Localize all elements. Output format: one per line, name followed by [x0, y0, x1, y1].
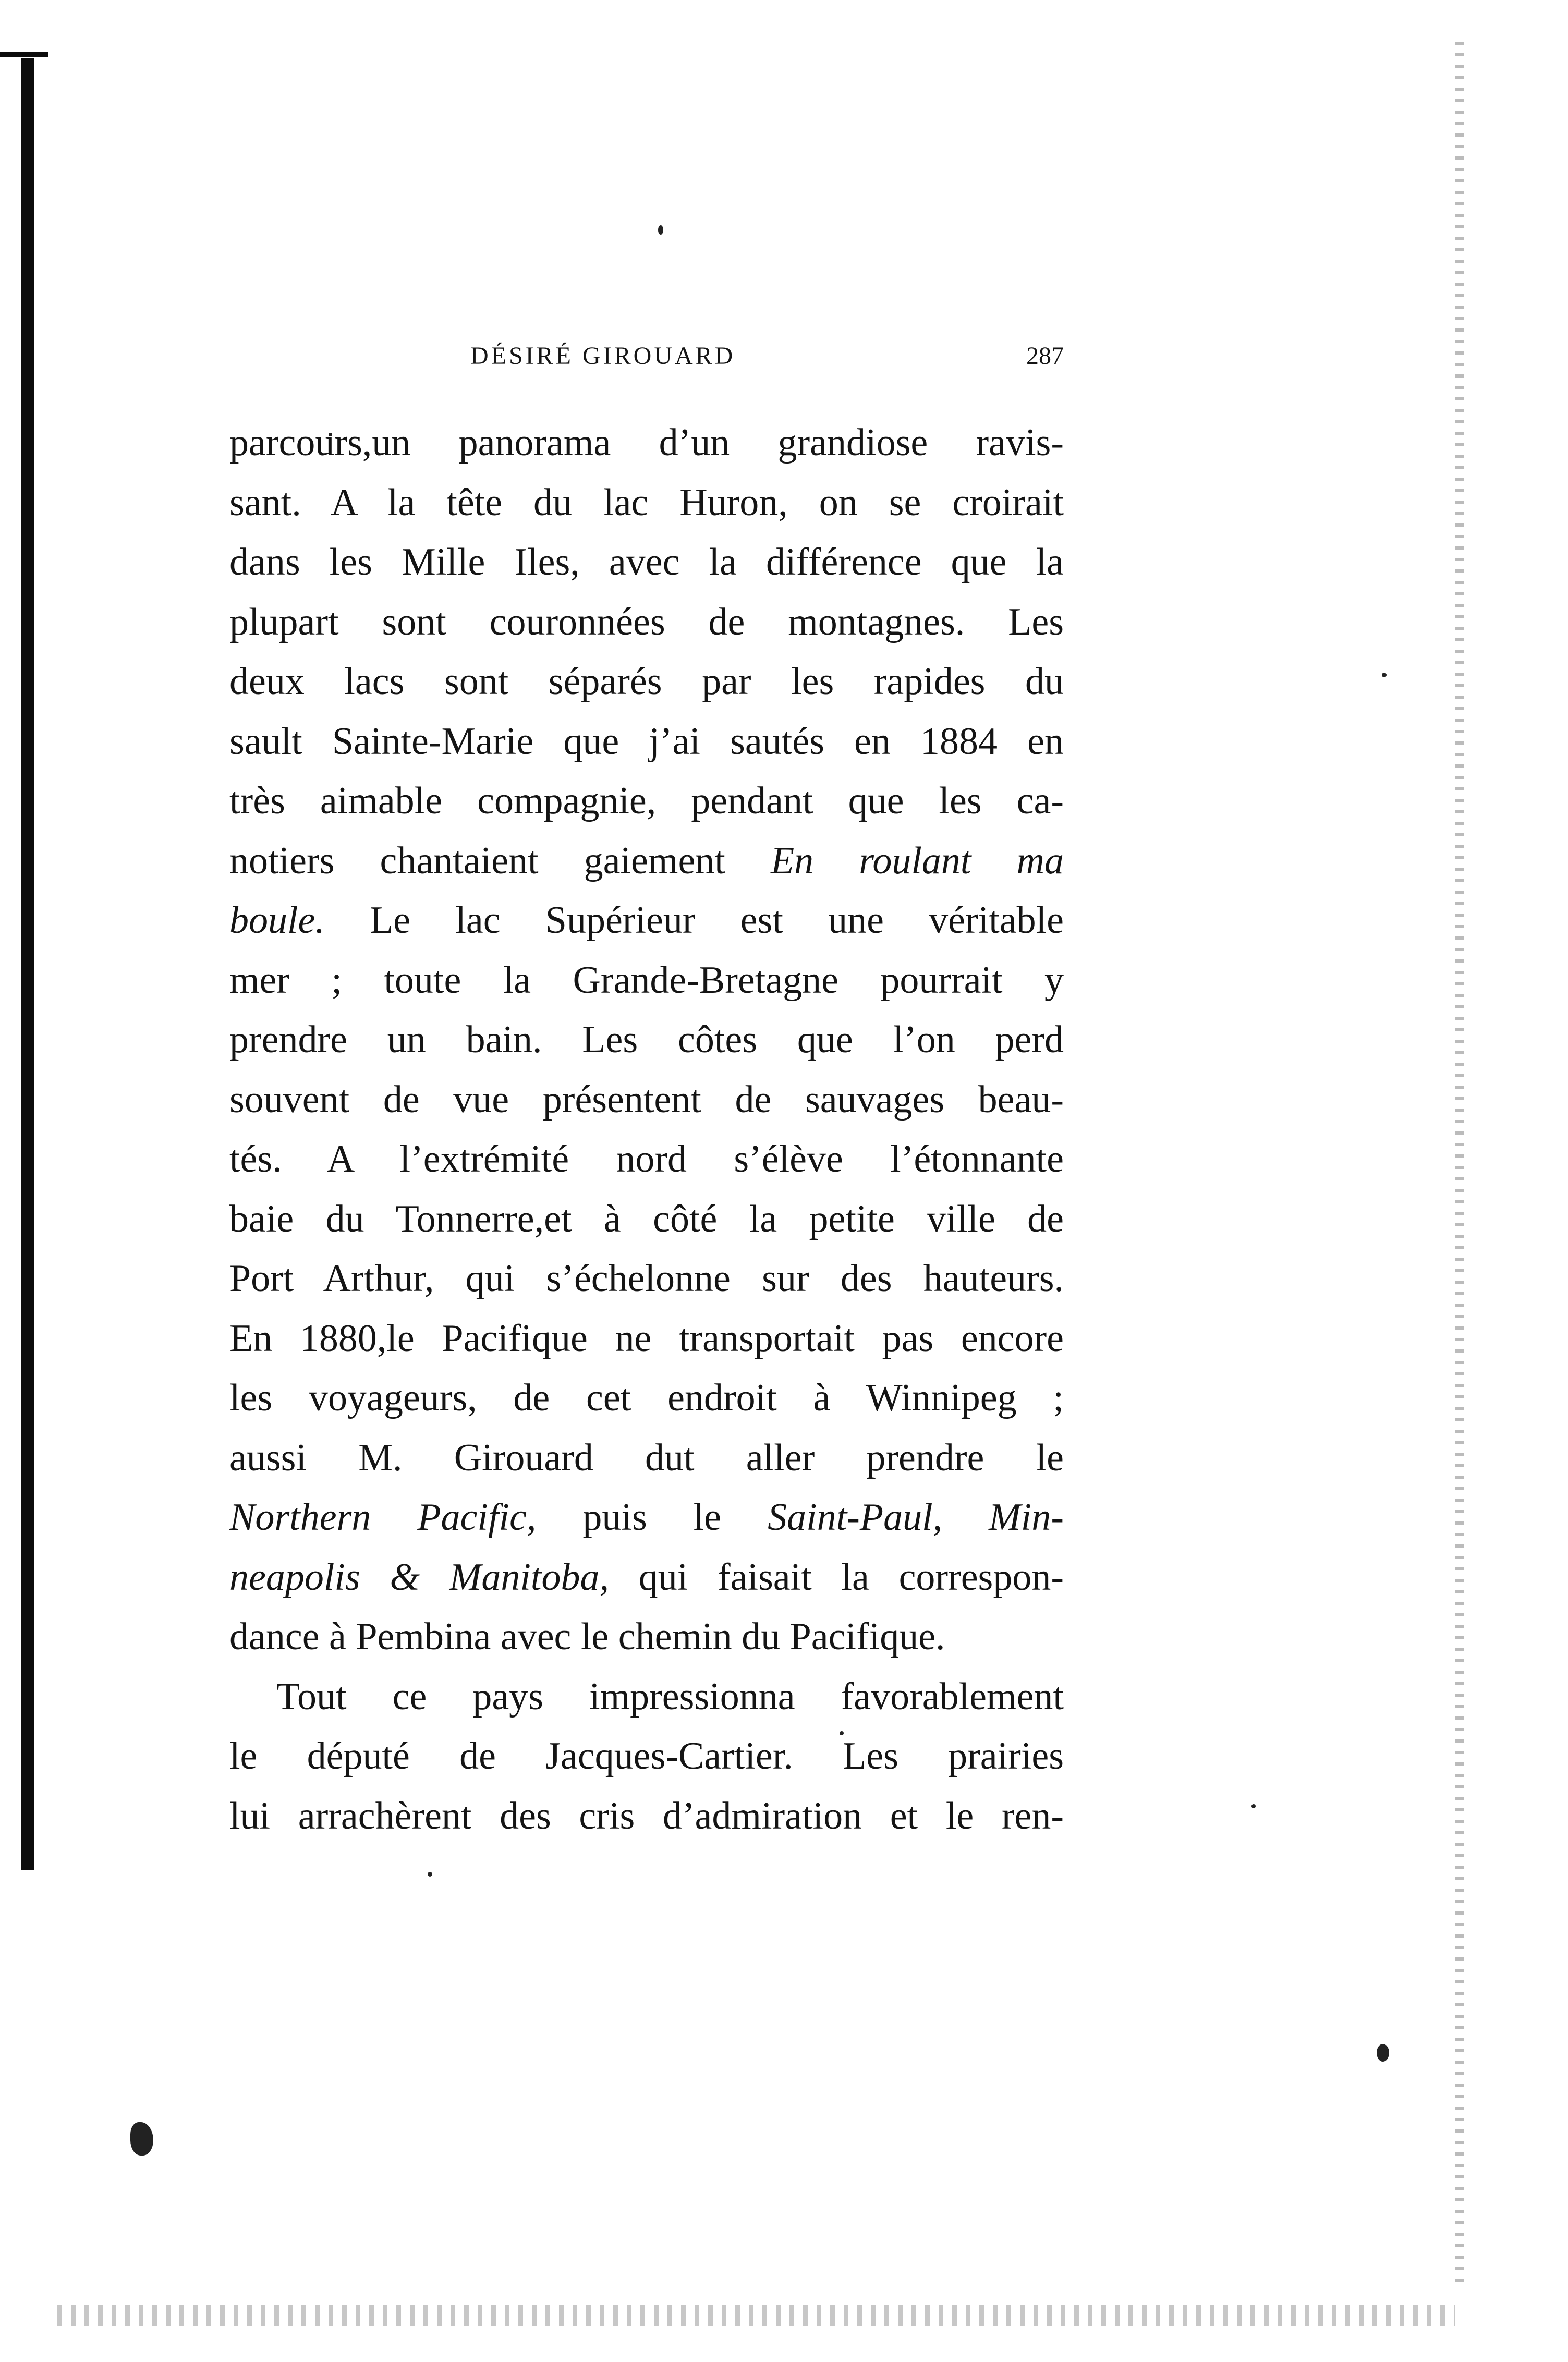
italic-railway-name: Saint-Paul, Min-	[768, 1496, 1064, 1539]
text-run: puis le	[582, 1496, 722, 1539]
running-head	[229, 338, 1064, 374]
text-line: plupart sont couronnées de montagnes. Les	[229, 600, 1064, 643]
text-line: dance à Pembina avec le chemin du Pacifique.	[229, 1615, 945, 1658]
text-line: parcours,un panorama d’un grandiose ravis-	[229, 421, 1064, 464]
text-line: sault Sainte-Marie que j’ai sautés en 1884 en	[229, 720, 1064, 763]
text-line: mer ; toute la Grande-Bretagne pourrait y	[229, 958, 1064, 1002]
page-number: 287	[1026, 342, 1064, 370]
italic-song-title-end: boule.	[229, 899, 325, 942]
text-line: très aimable compagnie, pendant que les ca-	[229, 780, 1064, 822]
text-line: souvent de vue présentent de sauvages beau-	[229, 1078, 1064, 1121]
text-line: Tout ce pays impressionna favorablement	[276, 1675, 1064, 1718]
scan-binding-shadow	[21, 58, 34, 1870]
ink-speck	[130, 2122, 153, 2156]
italic-railway-name: neapolis & Manitoba,	[229, 1555, 609, 1599]
text-run: notiers chantaient gaiement	[229, 839, 725, 882]
italic-song-title: En roulant ma	[770, 839, 1064, 882]
body-text	[229, 413, 1064, 1846]
text-line	[229, 1548, 1064, 1608]
text-run: Le lac Supérieur est une véritable	[370, 899, 1064, 942]
ink-speck	[1377, 2044, 1389, 2062]
text-line: lui arrachèrent des cris d’admiration et le ren-	[229, 1794, 1064, 1837]
scan-bottom-edge-noise	[57, 2305, 1455, 2326]
running-title: DÉSIRÉ GIROUARD	[470, 342, 736, 370]
text-line: deux lacs sont séparés par les rapides du	[229, 660, 1064, 703]
italic-railway-name: Northern Pacific,	[229, 1496, 537, 1539]
ink-speck	[1251, 1804, 1256, 1808]
text-line	[229, 891, 1064, 951]
text-line: sant. A la tête du lac Huron, on se croirait	[229, 481, 1064, 524]
text-line	[229, 1488, 1064, 1548]
text-line: le député de Jacques-Cartier. Les prairies	[229, 1735, 1064, 1777]
ink-speck	[428, 1872, 432, 1877]
text-line	[229, 831, 1064, 891]
text-line: Port Arthur, qui s’échelonne sur des hauteurs.	[229, 1257, 1064, 1300]
text-line: aussi M. Girouard dut aller prendre le	[229, 1436, 1064, 1479]
scan-right-edge-noise	[1455, 42, 1464, 2284]
ink-speck	[658, 225, 663, 235]
ink-speck	[1382, 673, 1387, 677]
text-line: tés. A l’extrémité nord s’élève l’étonnante	[229, 1138, 1064, 1180]
text-line: baie du Tonnerre,et à côté la petite ville de	[229, 1197, 1064, 1240]
text-run: qui faisait la correspon-	[638, 1555, 1064, 1599]
text-line: les voyageurs, de cet endroit à Winnipeg ;	[229, 1377, 1064, 1419]
scan-edge-mark	[0, 52, 48, 57]
text-line: En 1880,le Pacifique ne transportait pas encore	[229, 1317, 1064, 1360]
text-line: prendre un bain. Les côtes que l’on perd	[229, 1018, 1064, 1061]
text-line: dans les Mille Iles, avec la différence que la	[229, 541, 1064, 583]
